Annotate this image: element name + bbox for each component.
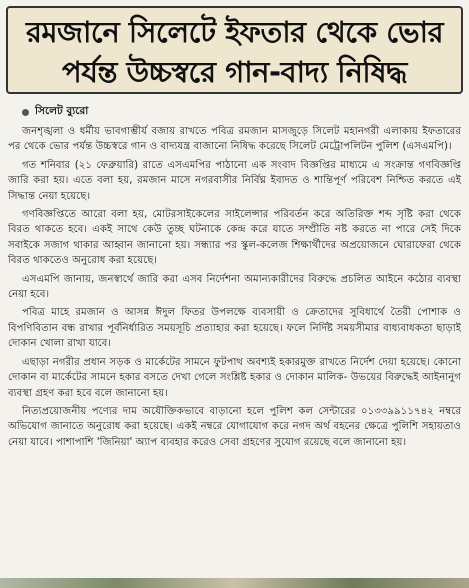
paragraph: জনশৃঙ্খলা ও ধর্মীয় ভাবগাম্ভীর্য বজায় রাখতে পবিত্র রমজান মাসজুড়ে সিলেট মহানগরী এলাকায় ইফতারের পর থেকে ভোর পর্যন্ত উচ্চস্বরে গান ও বাদ্যযন্ত্র বাজানো নিষিদ্ধ করেছে সিলেট মেট্রোপলিটন পুলিশ (এসএমপি)। <box>8 126 461 153</box>
paragraph: গত শনিবার (২১ ফেব্রুয়ারি) রাতে এসএমপির পাঠানো এক সংবাদ বিজ্ঞপ্তির মাধ্যমে এ সংক্রান্ত গণবিজ্ঞপ্তি জারি করা হয়। এতে বলা হয়, রমজান মাসে নগরবাসীর নির্বিঘ্ন ইবাদত ও শান্তিপূর্ণ পরিবেশ নিশ্চিত করতে এই সিদ্ধান্ত নেয়া হয়েছে। <box>8 159 461 202</box>
headline-line-2: পর্যন্ত উচ্চস্বরে গান-বাদ্য নিষিদ্ধ <box>62 55 407 89</box>
bullet-icon <box>22 109 29 116</box>
photo-strip <box>0 578 469 588</box>
headline-box <box>6 6 463 94</box>
article-body <box>8 124 461 450</box>
headline-line-1: রমজানে সিলেটে ইফতার থেকে ভোর <box>25 15 444 49</box>
paragraph: নিত্যপ্রয়োজনীয় পণ্যের দাম অযৌক্তিকভাবে বাড়ানো হলে পুলিশ কল সেন্টারের ০১৩৩৯৯১১৭৪২ নম্বরে অভিযোগ জানাতে অনুরোধ করা হয়েছে। একই নম্বরে যোগাযোগ করে নগদ অর্থ বহনের ক্ষেত্রে পুলিশি সহায়তাও নেয়া যাবে। পাশাপাশি 'জিনিয়া' অ্যাপ ব্যবহার করেও সেবা গ্রহণের সুযোগ রয়েছে বলে জানানো হয়। <box>8 405 461 448</box>
paragraph: এছাড়া নগরীর প্রধান সড়ক ও মার্কেটের সামনে ফুটপাথ অবশ্যই হকারমুক্ত রাখতে নির্দেশ দেয়া হয়েছে। কোনো দোকান বা মার্কেটের সামনে হকার বসতে দেখা গেলে সংশ্লিষ্ট হকার ও দোকান মালিক- উভয়ের বিরুদ্ধেই আইনানুগ ব্যবস্থা গ্রহণ করা হবে বলে জানানো হয়। <box>8 356 461 399</box>
paragraph: পবিত্র মাহে রমজান ও আসন্ন ঈদুল ফিতর উপলক্ষে ব্যবসায়ী ও ক্রেতাদের সুবিধার্থে তৈরী পোশাক ও বিপণিবিতান বন্ধ রাখার পূর্বনির্ধারিত সময়সূচি প্রত্যাহার করা হয়েছে। ফলে নির্দিষ্ট সময়সীমার বাধ্যবাধকতা ছাড়াই দোকান খোলা রাখা যাবে। <box>8 307 461 350</box>
paragraph: গণবিজ্ঞপ্তিতে আরো বলা হয়, মোটরসাইকেলের সাইলেন্সার পরিবর্তন করে অতিরিক্ত শব্দ সৃষ্টি করা থেকে বিরত থাকতে হবে। একই সাথে কেউ তুচ্ছ ঘটনাকে কেন্দ্র করে যাতে সম্প্রীতি নষ্ট করতে না পারে সেই দিকে সবাইকে সজাগ থাকার আহ্বান জানানো হয়। সন্ধ্যার পর স্কুল-কলেজ শিক্ষার্থীদের অপ্রয়োজনে ঘোরাফেরা থেকে বিরত থাকতেও অনুরোধ করা হয়েছে। <box>8 209 461 267</box>
byline <box>22 104 469 120</box>
paragraph: এসএমপি জানায়, জনস্বার্থে জারি করা এসব নির্দেশনা অমান্যকারীদের বিরুদ্ধে প্রচলিত আইনে কঠোর ব্যবস্থা নেয়া হবে। <box>8 273 461 301</box>
byline-text: সিলেট ব্যুরো <box>35 104 89 117</box>
